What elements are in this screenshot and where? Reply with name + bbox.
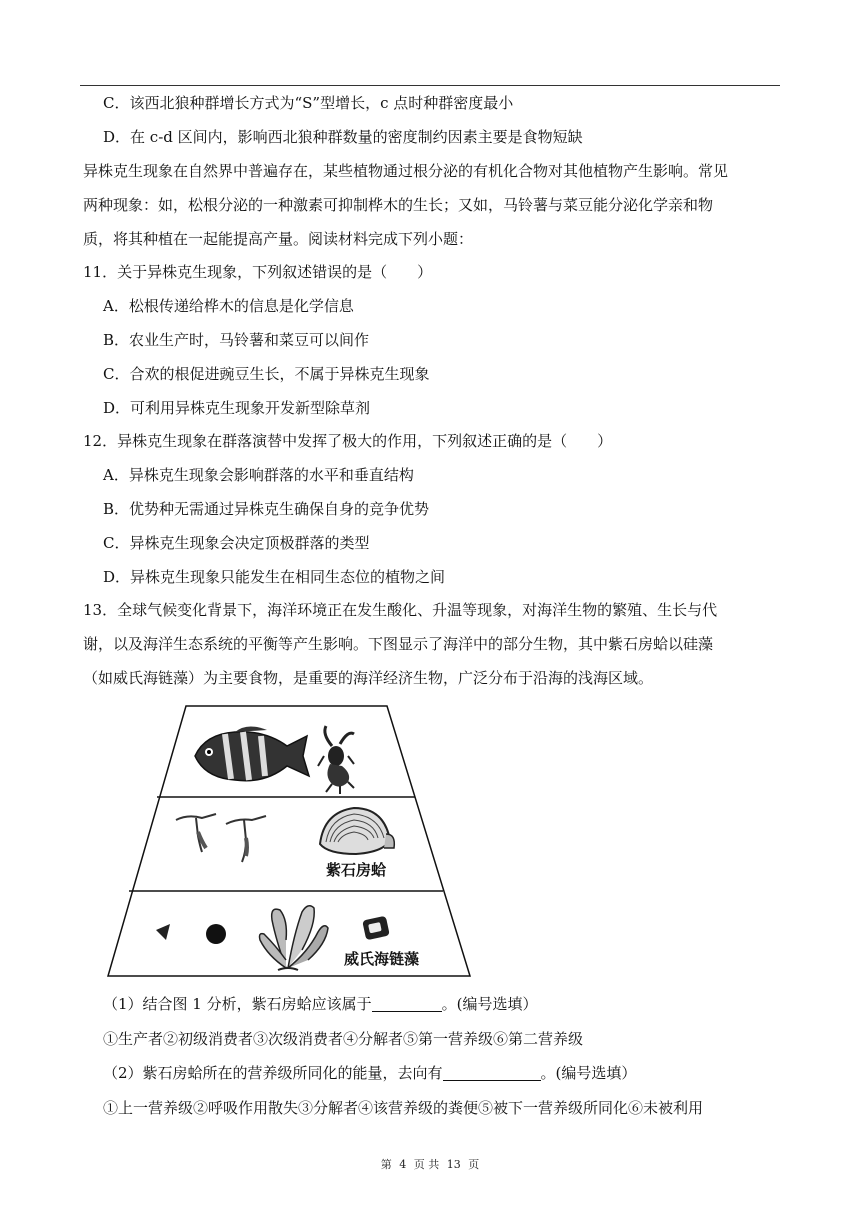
q13-stem-line-3: （如威氏海链藻）为主要食物，是重要的海洋经济生物，广泛分布于沿海的浅海区域。: [83, 669, 654, 687]
passage-line-2: 两种现象：如，松根分泌的一种激素可抑制桦木的生长；又如，马铃薯与菜豆能分泌化学亲和物: [83, 196, 714, 214]
passage-line-3: 质，将其种植在一起能提高产量。阅读材料完成下列小题：: [83, 230, 474, 248]
page-footer: [0, 1156, 860, 1172]
footer-total-pages: 13: [446, 1158, 461, 1171]
q11-stem: 11．关于异株克生现象，下列叙述错误的是（ ）: [83, 263, 433, 281]
zooplankton-icon: [176, 814, 266, 862]
q13-part-1-answer-blank[interactable]: [372, 995, 442, 1012]
passage-line-1: 异株克生现象在自然界中普遍存在，某些植物通过根分泌的有机化合物对其他植物产生影响。常见: [83, 162, 729, 180]
q13-part-2: [103, 1063, 636, 1083]
q12-option-a: A．异株克生现象会影响群落的水平和垂直结构: [103, 466, 414, 484]
footer-prefix: 第: [380, 1158, 392, 1171]
q12-option-c: C．异株克生现象会决定顶极群落的类型: [103, 534, 370, 552]
diatom-label: 威氏海链藻: [344, 950, 420, 968]
q10-option-c: C．该西北狼种群增长方式为“S”型增长，c 点时种群密度最小: [103, 94, 514, 112]
q11-option-b: B．农业生产时，马铃薯和菜豆可以间作: [103, 331, 370, 349]
q11-option-a: A．松根传递给桦木的信息是化学信息: [103, 297, 354, 315]
q13-part-1: [103, 994, 537, 1014]
q11-option-c: C．合欢的根促进豌豆生长，不属于异株克生现象: [103, 365, 430, 383]
q13-stem-line-2: 谢，以及海洋生态系统的平衡等产生影响。下图显示了海洋中的部分生物，其中紫石房蛤以硅藻: [83, 635, 714, 653]
clam-icon: [320, 808, 394, 854]
q11-option-d: D．可利用异株克生现象开发新型除草剂: [103, 399, 371, 417]
q13-part-1-prefix: （1）结合图 1 分析，紫石房蛤应该属于: [103, 995, 372, 1013]
q13-part-2-prefix: （2）紫石房蛤所在的营养级所同化的能量，去向有: [103, 1064, 443, 1082]
q13-part-1-options: ①生产者②初级消费者③次级消费者④分解者⑤第一营养级⑥第二营养级: [103, 1030, 584, 1048]
algae-cell-icon: [206, 924, 226, 944]
q12-option-d: D．异株克生现象只能发生在相同生态位的植物之间: [103, 568, 446, 586]
q13-part-2-suffix: 。(编号选填）: [540, 1064, 637, 1082]
q10-option-d: D．在 c-d 区间内，影响西北狼种群数量的密度制约因素主要是食物短缺: [103, 128, 583, 146]
q13-stem-line-1: 13．全球气候变化背景下，海洋环境正在发生酸化、升温等现象，对海洋生物的繁殖、生长与代: [83, 601, 718, 619]
seaweed-icon: [260, 906, 329, 970]
q13-part-1-suffix: 。(编号选填）: [441, 995, 538, 1013]
phytoplankton-icon: [156, 924, 170, 940]
diatom-icon: [362, 916, 390, 941]
pyramid-diagram: [100, 704, 472, 980]
q13-part-2-options: ①上一营养级②呼吸作用散失③分解者④该营养级的粪便⑤被下一营养级所同化⑥未被利用: [103, 1099, 704, 1117]
footer-mid: 页 共: [413, 1158, 440, 1171]
footer-page-number: 4: [399, 1158, 407, 1171]
clam-label: 紫石房蛤: [326, 861, 387, 879]
food-pyramid-figure: [100, 704, 472, 980]
header-rule: [80, 85, 780, 86]
q13-part-2-answer-blank[interactable]: [443, 1064, 541, 1081]
crayfish-icon: [318, 726, 354, 794]
footer-suffix: 页: [468, 1158, 480, 1171]
q12-option-b: B．优势种无需通过异株克生确保自身的竞争优势: [103, 500, 430, 518]
fish-icon: [195, 726, 309, 780]
q12-stem: 12．异株克生现象在群落演替中发挥了极大的作用，下列叙述正确的是（ ）: [83, 432, 613, 450]
